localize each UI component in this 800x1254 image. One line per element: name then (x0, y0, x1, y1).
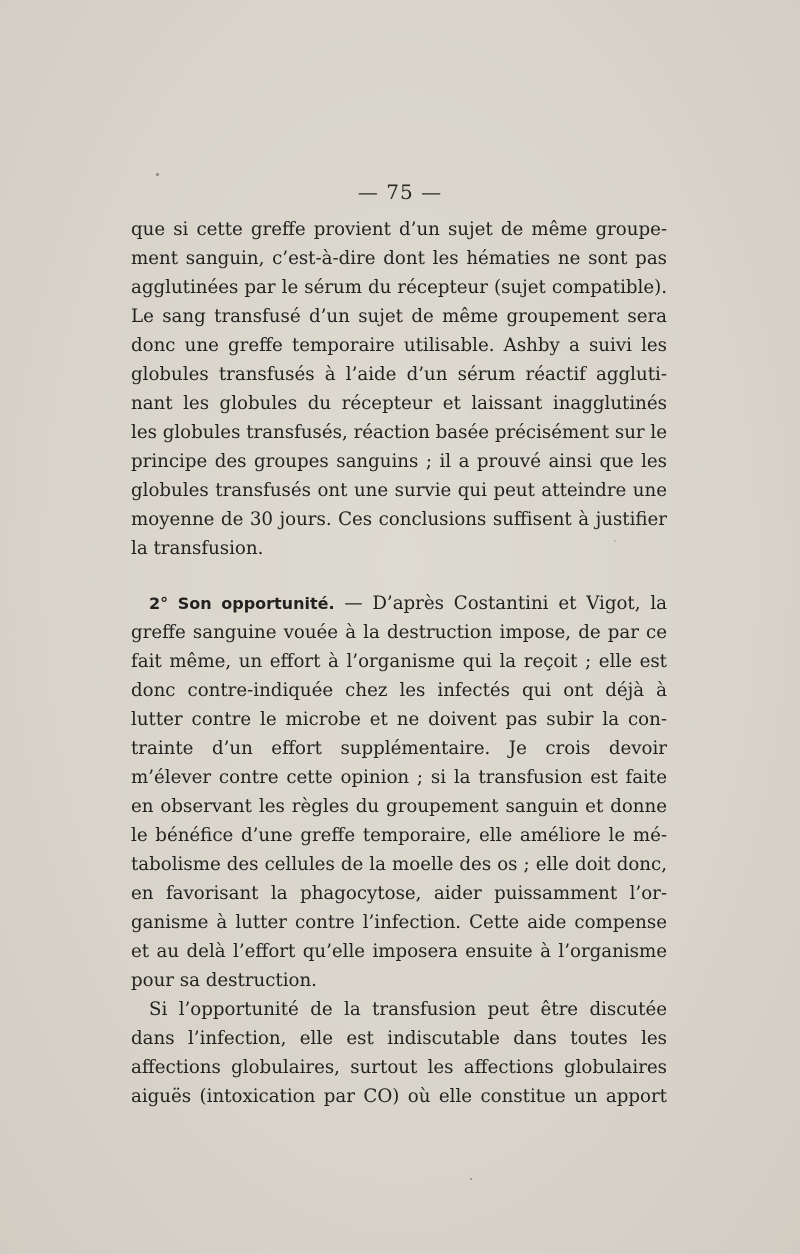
text-line: globules transfusés à l’aide d’un sérum réactif aggluti- (131, 364, 667, 385)
paper-speck (470, 1178, 472, 1180)
text-line (131, 589, 667, 618)
text-run: — D’après Costantini et Vigot, la (334, 593, 667, 614)
text-line: pour sa destruction. (131, 970, 317, 991)
text-line: la transfusion. (131, 538, 264, 559)
text-line: nant les globules du récepteur et laissant inagglutinés (131, 393, 667, 414)
paper-speck (156, 173, 159, 176)
text-line: donc une greffe temporaire utilisable. Ashby a suivi les (131, 335, 667, 356)
text-line: greffe sanguine vouée à la destruction impose, de par ce (131, 622, 667, 643)
text-line: affections globulaires, surtout les affections globulaires (131, 1057, 667, 1078)
text-line: dans l’infection, elle est indiscutable dans toutes les (131, 1028, 667, 1049)
section-heading: 2° Son opportunité. (149, 594, 335, 613)
text-line: en observant les règles du groupement sanguin et donne (131, 796, 667, 817)
text-line: fait même, un effort à l’organisme qui la reçoit ; elle est (131, 651, 667, 672)
text-line: en favorisant la phagocytose, aider puissamment l’or- (131, 883, 667, 904)
text-line: Si l’opportunité de la transfusion peut être discutée (149, 999, 667, 1020)
text-line: m’élever contre cette opinion ; si la transfusion est faite (131, 767, 667, 788)
text-line: aiguës (intoxication par CO) où elle constitue un apport (131, 1086, 667, 1107)
text-line: donc contre-indiquée chez les infectés qui ont déjà à (131, 680, 667, 701)
text-line: moyenne de 30 jours. Ces conclusions suffisent à justifier (131, 509, 667, 530)
text-line: Le sang transfusé d’un sujet de même groupement sera (131, 306, 667, 327)
page-number: — 75 — (357, 180, 443, 204)
text-line: globules transfusés ont une survie qui peut atteindre une (131, 480, 667, 501)
text-line: que si cette greffe provient d’un sujet de même groupe- (131, 219, 667, 240)
text-line: les globules transfusés, réaction basée précisément sur le (131, 422, 667, 443)
text-line: ganisme à lutter contre l’infection. Cette aide compense (131, 912, 667, 933)
text-line: trainte d’un effort supplémentaire. Je crois devoir (131, 738, 667, 759)
paper-speck (614, 540, 616, 542)
text-line: principe des groupes sanguins ; il a prouvé ainsi que les (131, 451, 667, 472)
text-line: tabolisme des cellules de la moelle des os ; elle doit donc, (131, 854, 667, 875)
text-line: le bénéfice d’une greffe temporaire, elle améliore le mé- (131, 825, 667, 846)
text-line: et au delà l’effort qu’elle imposera ensuite à l’organisme (131, 941, 667, 962)
text-line: lutter contre le microbe et ne doivent pas subir la con- (131, 709, 667, 730)
text-line: agglutinées par le sérum du récepteur (sujet compatible). (131, 277, 667, 298)
text-line: ment sanguin, c’est-à-dire dont les hématies ne sont pas (131, 248, 667, 269)
